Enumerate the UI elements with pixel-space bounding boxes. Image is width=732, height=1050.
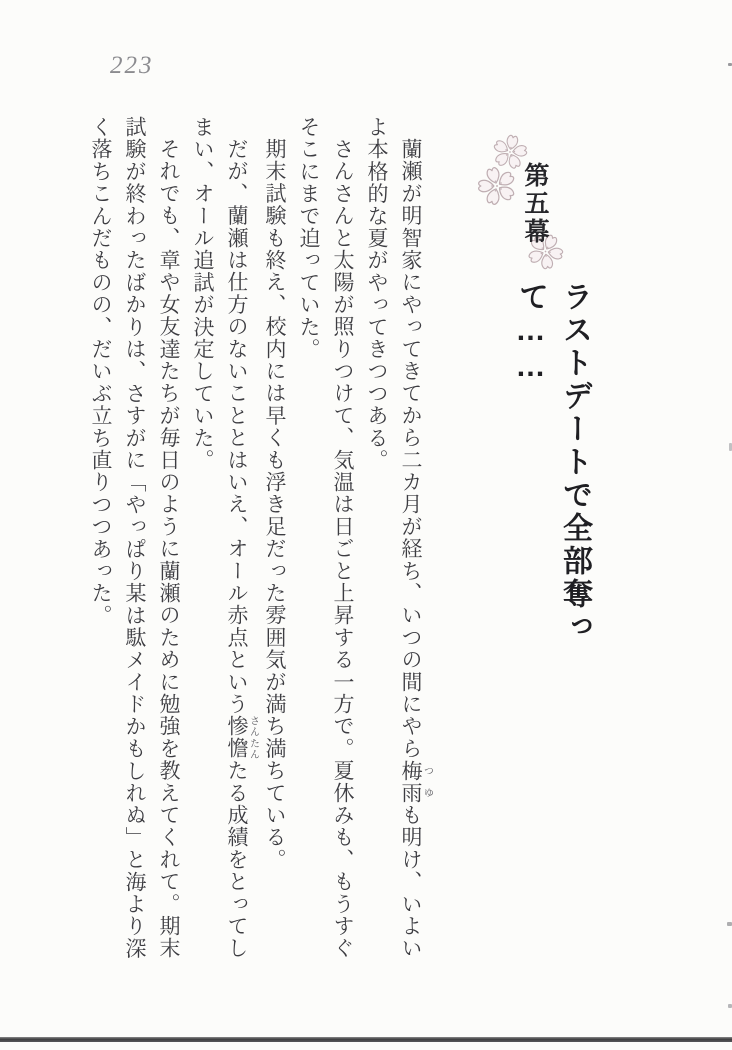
- paragraph: それでも、章や女友達たちが毎日のように蘭瀬のために勉強を教えてくれて。期末試験が終わったばかりは、さすがに「やっぱり某は駄メイドかもしれぬ」と海より深く落ちこんだものの、だいぶ立ち直りつつあった。: [89, 116, 181, 960]
- scan-artifact: [728, 63, 732, 66]
- ruby-annotated-word: 惨憺さんたん: [225, 715, 259, 760]
- scan-artifact: [728, 1004, 732, 1008]
- paragraph: さんさんと太陽が照りつけて、気温は日ごと上昇する一方で。夏休みも、もうすぐそこにまで迫っていた。: [297, 116, 355, 960]
- page-number: 223: [110, 52, 154, 79]
- body-text: [82, 116, 432, 962]
- ruby-annotated-word: 梅雨つゆ: [399, 759, 433, 805]
- scan-artifact: [727, 922, 732, 926]
- paragraph: 蘭瀬が明智家にやってきてから二カ月が経ち、いつの間にやら梅雨つゆも明け、いよいよ本格的な夏がやってきつつある。: [365, 116, 433, 960]
- paragraph: だが、蘭瀬は仕方のないこととはいえ、オール赤点という惨憺さんたんたる成績をとってしまい、オール追試が決定していた。: [191, 116, 259, 960]
- chapter-number-label: 第五幕: [521, 162, 548, 246]
- paragraph: 期末試験も終え、校内には早くも浮き足だった雰囲気が満ち満ちている。: [263, 138, 287, 871]
- page-bottom-edge: [0, 1037, 732, 1042]
- chapter-title: ラストデートで全部奪って……: [514, 281, 591, 644]
